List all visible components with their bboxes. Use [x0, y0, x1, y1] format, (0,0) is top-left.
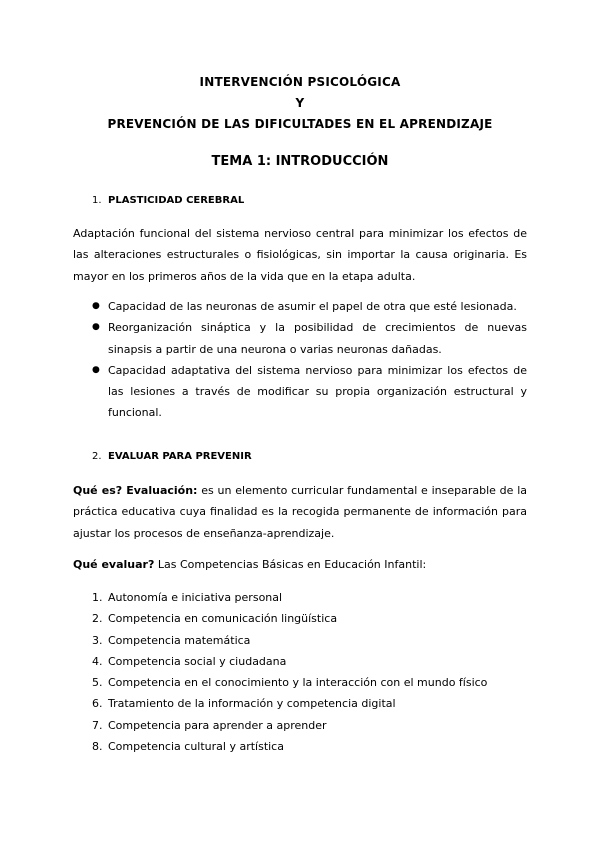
section-1-bullet-list: [92, 296, 527, 424]
list-item-text: Competencia en el conocimiento y la interacción con el mundo físico: [108, 676, 488, 690]
list-item: [92, 651, 487, 672]
section-1-title: PLASTICIDAD CEREBRAL: [108, 195, 245, 206]
list-item: [92, 715, 487, 736]
bullet-text: Reorganización sináptica y la posibilidad de crecimientos de nuevas sinapsis a partir de una neurona o varias neuronas dañadas.: [108, 321, 527, 356]
section-1-paragraph: Adaptación funcional del sistema nervioso central para minimizar los efectos de las alteraciones estructurales o fisiológicas, sin importar la causa originaria. Es mayor en los primeros años de la vida que en la etapa adulta.: [73, 227, 527, 283]
list-item: [92, 672, 487, 693]
bullet-dot-icon: ●: [92, 364, 100, 375]
section-2-que-evaluar-paragraph: [73, 554, 527, 575]
document-title-line-3: PREVENCIÓN DE LAS DIFICULTADES EN EL APRENDIZAJE: [107, 117, 493, 131]
list-item-text: Tratamiento de la información y competencia digital: [108, 697, 396, 711]
competencias-list: [92, 587, 487, 757]
section-2-number: 2.: [92, 451, 102, 462]
list-item-number: 2.: [92, 612, 103, 626]
document-title-line-2: Y: [295, 96, 305, 110]
list-item-number: 6.: [92, 697, 103, 711]
bullet-item: [92, 296, 527, 317]
list-item-number: 5.: [92, 676, 103, 690]
list-item: [92, 693, 487, 714]
section-2-title: EVALUAR PARA PREVENIR: [108, 451, 252, 462]
section-2-heading: [92, 451, 252, 462]
section-1-number: 1.: [92, 195, 102, 206]
list-item: [92, 608, 487, 629]
list-item-text: Autonomía e iniciativa personal: [108, 591, 283, 604]
que-evaluar-label: Qué evaluar?: [73, 558, 155, 571]
list-item-number: 7.: [92, 718, 103, 732]
list-item-text: Competencia para aprender a aprender: [108, 718, 327, 732]
bullet-text: Capacidad de las neuronas de asumir el papel de otra que esté lesionada.: [108, 300, 517, 313]
document-title-line-1: INTERVENCIÓN PSICOLÓGICA: [199, 75, 401, 89]
list-item-text: Competencia cultural y artística: [108, 740, 284, 754]
que-es-text: es un elemento curricular fundamental e inseparable de la práctica educativa cuya finalidad es la recogida permanente de información para ajustar los procesos de enseñanza-aprendizaje.: [73, 484, 527, 540]
list-item-text: Competencia en comunicación lingüística: [108, 612, 338, 626]
list-item-number: 8.: [92, 740, 103, 754]
tema-heading: TEMA 1: INTRODUCCIÓN: [211, 154, 389, 169]
section-2-que-es-paragraph: [73, 480, 527, 544]
bullet-item: [92, 360, 527, 424]
list-item-text: Competencia social y ciudadana: [108, 654, 287, 668]
list-item: [92, 587, 487, 608]
que-es-label: Qué es? Evaluación:: [73, 484, 198, 497]
section-1-heading: [92, 195, 244, 206]
list-item: [92, 736, 487, 757]
bullet-item: [92, 317, 527, 360]
list-item-number: 1.: [92, 591, 103, 604]
que-evaluar-text: Las Competencias Básicas en Educación Infantil:: [154, 558, 427, 571]
list-item-text: Competencia matemática: [108, 633, 251, 647]
bullet-dot-icon: ●: [92, 322, 100, 333]
list-item: [92, 630, 487, 651]
list-item-number: 3.: [92, 633, 103, 647]
list-item-number: 4.: [92, 654, 103, 668]
bullet-dot-icon: ●: [92, 301, 100, 311]
bullet-text: Capacidad adaptativa del sistema nervioso para minimizar los efectos de las lesiones a través de modificar su propia organización estructural y funcional.: [108, 363, 527, 420]
